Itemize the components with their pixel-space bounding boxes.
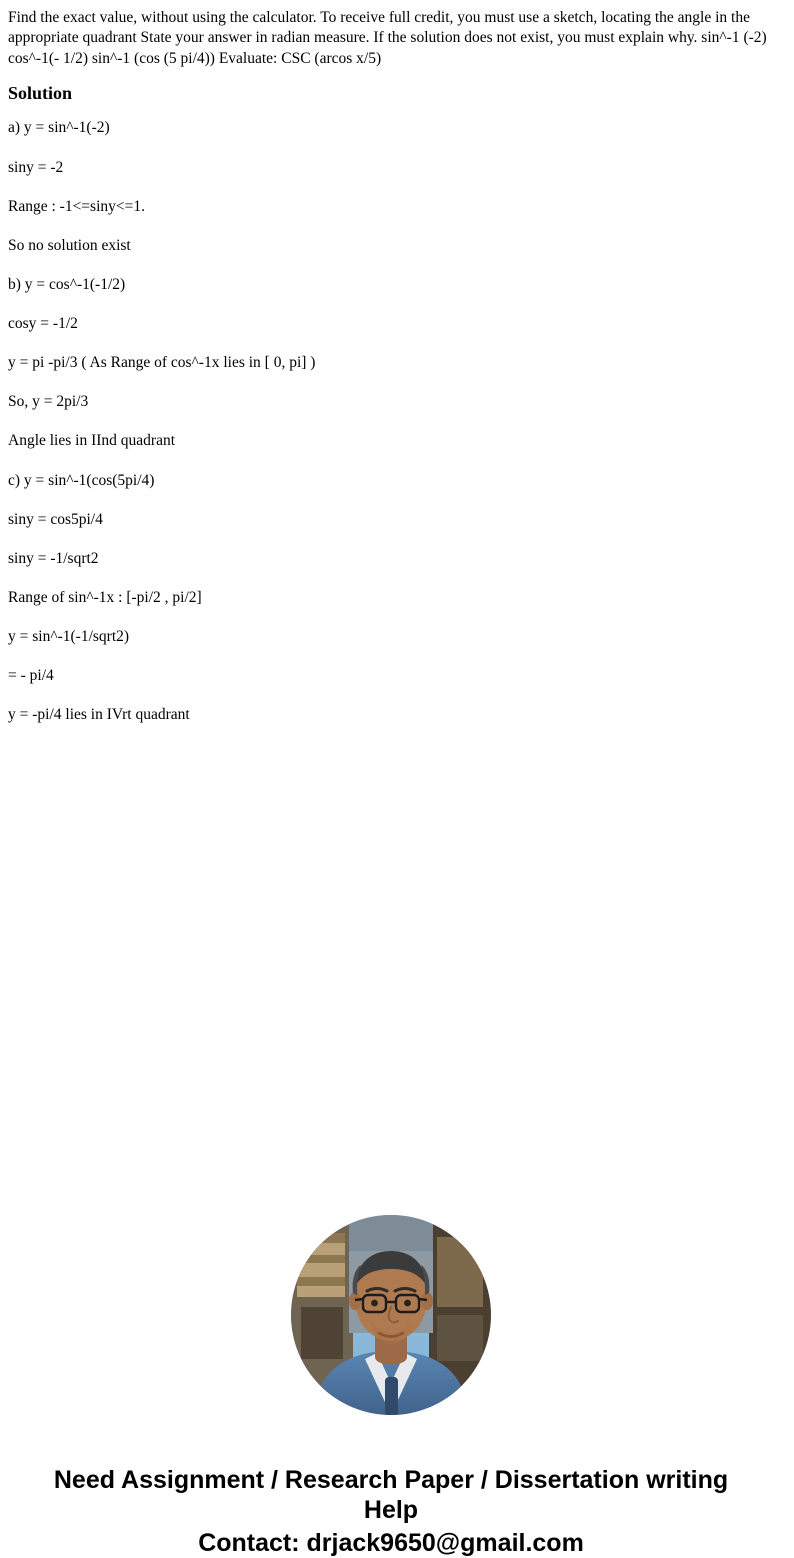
solution-step: y = sin^-1(-1/sqrt2) [8,628,130,646]
solution-step: = - pi/4 [8,667,54,685]
question-text: Find the exact value, without using the calculator. To receive full credit, you must use a sketch, locating the angle in the appropriate quadrant State your answer in radian measure. If the solution does not exist, you must explain why. sin^-1 (-2) cos^-1(- 1/2) sin^-1 (cos (5 pi/4)) Evaluate: CSC (arcos x/5) [8,9,767,67]
promo-banner [8,1465,774,1558]
solution-step: siny = -2 [8,158,64,176]
solution-step: y = pi -pi/3 ( As Range of cos^-1x lies in [ 0, pi] ) [8,354,316,372]
content-spacer [8,745,774,1215]
solution-step: siny = cos5pi/4 [8,510,103,528]
solution-step: c) y = sin^-1(cos(5pi/4) [8,471,155,489]
solution-step: Angle lies in IInd quadrant [8,432,176,450]
solution-step: cosy = -1/2 [8,315,78,333]
promo-line-1: Need Assignment / Research Paper / Dissertation writing Help [53,1465,729,1525]
solution-step: Range : -1<=siny<=1. [8,197,145,215]
solution-step: So no solution exist [8,236,131,254]
promo-line-2: Contact: drjack9650@gmail.com [198,1528,584,1557]
avatar-container [8,1215,774,1415]
profile-photo-illustration [291,1215,491,1415]
avatar [291,1215,491,1415]
solution-step: So, y = 2pi/3 [8,393,89,411]
solution-step: a) y = sin^-1(-2) [8,119,110,137]
solution-heading: Solution [8,83,73,104]
solution-step: siny = -1/sqrt2 [8,549,99,567]
solution-step: y = -pi/4 lies in IVrt quadrant [8,706,190,724]
solution-step: Range of sin^-1x : [-pi/2 , pi/2] [8,589,202,607]
solution-step: b) y = cos^-1(-1/2) [8,275,126,293]
